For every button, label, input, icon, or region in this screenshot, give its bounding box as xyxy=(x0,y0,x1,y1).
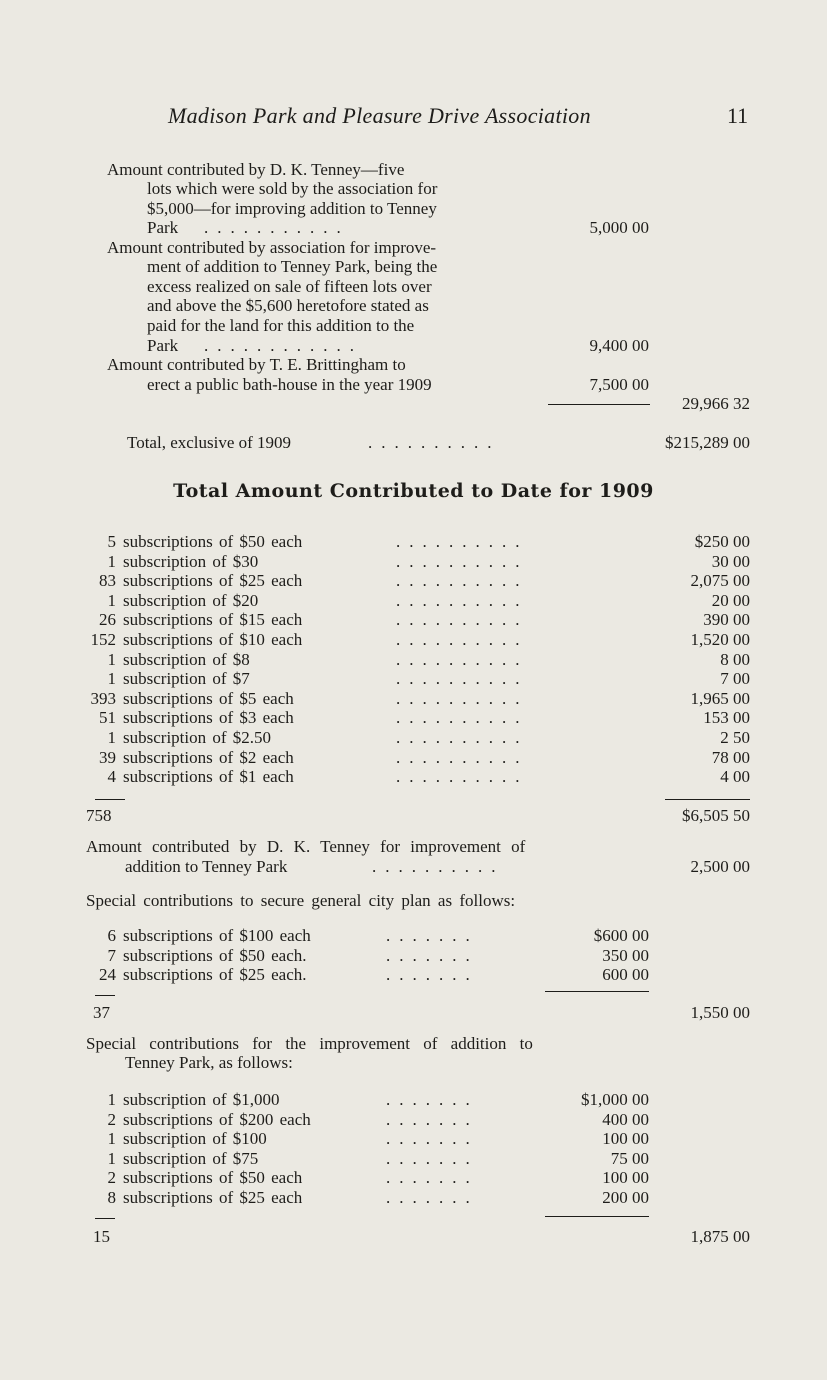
subscription-row-amount: 390 00 xyxy=(703,610,750,630)
subscription-row-count: 5 xyxy=(107,532,116,551)
contribution-1-line-4: Park xyxy=(147,218,179,237)
subscription-row-description: subscriptions of $1 each xyxy=(123,767,294,787)
park-improvement-row-amount: 400 00 xyxy=(602,1109,649,1129)
leader-dots: .......... xyxy=(396,630,529,649)
subscription-row-count: 393 xyxy=(90,688,116,708)
section-heading: Total Amount Contributed to Date for 1909 xyxy=(173,480,654,502)
subscription-row-count: 152 xyxy=(90,630,116,649)
subscription-row-amount: $250 00 xyxy=(694,532,750,551)
park-improvement-row-description: subscriptions of $50 each xyxy=(123,1168,303,1188)
page-number: 11 xyxy=(727,103,749,128)
subtotal-amount: 29,966 32 xyxy=(682,394,750,413)
city-plan-row-description: subscriptions of $25 each. xyxy=(123,965,307,984)
subscription-row-description: subscription of $20 xyxy=(123,590,259,610)
city-plan-row-description: subscriptions of $50 each. xyxy=(123,945,307,965)
contribution-1-line-2: lots which were sold by the association for xyxy=(147,179,438,198)
subtotal-rule xyxy=(548,404,650,405)
tenney-improvement-line-1: Amount contributed by D. K. Tenney for improvement of xyxy=(86,837,526,856)
leader-dots: ....... xyxy=(386,1090,479,1109)
leader-dots: ....... xyxy=(386,926,479,945)
subscription-row-amount: 4 00 xyxy=(720,767,750,787)
park-improvement-row-count: 1 xyxy=(107,1090,116,1109)
subscription-row-amount: 30 00 xyxy=(711,551,750,571)
tenney-improvement-line-2: addition to Tenney Park xyxy=(125,857,288,876)
total-exclusive-amount: $215,289 00 xyxy=(665,433,750,452)
contribution-1-line-3: $5,000—for improving addition to Tenney xyxy=(147,199,437,218)
leader-dots: .......... xyxy=(396,649,529,669)
city-plan-row-count: 7 xyxy=(107,945,116,965)
leader-dots: .......... xyxy=(396,669,529,689)
leader-dots: .......... xyxy=(396,767,529,787)
park-improvement-row-description: subscription of $1,000 xyxy=(123,1090,280,1109)
park-improvement-total-count: 15 xyxy=(93,1227,110,1246)
subscription-row-amount: 20 00 xyxy=(711,590,750,610)
subscription-row-description: subscription of $7 xyxy=(123,669,250,689)
contribution-3-amount: 7,500 00 xyxy=(589,375,649,394)
subscription-row-description: subscriptions of $2 each xyxy=(123,747,294,767)
leader-dots: ........... xyxy=(204,218,350,237)
contribution-2-line-3: excess realized on sale of fifteen lots over xyxy=(147,277,432,296)
amount-rule xyxy=(665,799,750,800)
park-improvement-row-count: 1 xyxy=(107,1129,116,1149)
contribution-2-amount: 9,400 00 xyxy=(589,336,649,355)
leader-dots: ....... xyxy=(386,1148,479,1168)
subscription-row-amount: 153 00 xyxy=(703,708,750,728)
city-plan-total-count: 37 xyxy=(93,1003,110,1022)
subscriptions-total-amount: $6,505 50 xyxy=(682,806,750,825)
city-plan-row-count: 24 xyxy=(99,965,116,984)
subscription-row-count: 1 xyxy=(107,551,116,571)
park-improvement-row-count: 2 xyxy=(107,1168,116,1188)
subscription-row-description: subscriptions of $15 each xyxy=(123,610,303,630)
subscription-row-count: 1 xyxy=(107,728,116,747)
city-plan-total-amount: 1,550 00 xyxy=(690,1003,750,1022)
contribution-2-line-5: paid for the land for this addition to the xyxy=(147,316,415,335)
contribution-3-line-1: Amount contributed by T. E. Brittingham to xyxy=(107,355,406,374)
contribution-1-line-1: Amount contributed by D. K. Tenney—five xyxy=(107,160,405,179)
leader-dots: .......... xyxy=(396,571,529,591)
leader-dots: .......... xyxy=(396,747,529,767)
leader-dots: ....... xyxy=(386,1129,479,1149)
leader-dots: ....... xyxy=(386,965,479,984)
subscription-row-description: subscriptions of $5 each xyxy=(123,688,294,708)
leader-dots: .......... xyxy=(396,532,529,551)
leader-dots: .......... xyxy=(396,688,529,708)
city-plan-intro: Special contributions to secure general city plan as follows: xyxy=(86,891,516,910)
park-improvement-intro-line-1: Special contributions for the improvement of addition to xyxy=(86,1034,533,1053)
subscriptions-total-count: 758 xyxy=(86,806,112,825)
subscription-row-count: 39 xyxy=(99,747,116,767)
leader-dots: ....... xyxy=(386,945,479,965)
amount-rule xyxy=(545,991,649,992)
leader-dots: .......... xyxy=(396,728,529,747)
city-plan-row-description: subscriptions of $100 each xyxy=(123,926,311,945)
park-improvement-row-description: subscriptions of $25 each xyxy=(123,1188,303,1207)
running-header-title: Madison Park and Pleasure Drive Association xyxy=(168,103,591,128)
subscription-row-count: 83 xyxy=(99,571,116,591)
leader-dots: ....... xyxy=(386,1188,479,1207)
subscription-row-description: subscriptions of $3 each xyxy=(123,708,294,728)
subscription-row-amount: 78 00 xyxy=(711,747,750,767)
park-improvement-row-count: 2 xyxy=(107,1109,116,1129)
subscription-row-description: subscriptions of $25 each xyxy=(123,571,303,591)
city-plan-row-amount: 350 00 xyxy=(602,945,649,965)
subscription-row-amount: 1,965 00 xyxy=(690,688,750,708)
leader-dots: ....... xyxy=(386,1109,479,1129)
count-rule xyxy=(95,995,115,996)
subscription-row-description: subscription of $8 xyxy=(123,649,250,669)
contribution-2-line-4: and above the $5,600 heretofore stated as xyxy=(147,296,429,315)
leader-dots: .......... xyxy=(396,590,529,610)
city-plan-row-amount: $600 00 xyxy=(593,926,649,945)
contribution-1-amount: 5,000 00 xyxy=(589,218,649,237)
subscription-row-description: subscription of $2.50 xyxy=(123,728,272,747)
subscription-row-count: 26 xyxy=(99,610,116,630)
leader-dots: ............ xyxy=(204,336,363,355)
count-rule xyxy=(95,799,125,800)
leader-dots: ....... xyxy=(386,1168,479,1188)
contribution-2-line-1: Amount contributed by association for improve- xyxy=(107,238,437,257)
leader-dots: .......... xyxy=(372,857,505,876)
contribution-3-line-2: erect a public bath-house in the year 1909 xyxy=(147,375,432,394)
contribution-2-line-6: Park xyxy=(147,336,179,355)
city-plan-row-amount: 600 00 xyxy=(602,965,649,984)
subscription-row-count: 1 xyxy=(107,590,116,610)
leader-dots: .......... xyxy=(396,708,529,728)
count-rule xyxy=(95,1218,115,1219)
subscription-row-amount: 2 50 xyxy=(720,728,750,747)
park-improvement-row-description: subscription of $75 xyxy=(123,1148,259,1168)
tenney-improvement-amount: 2,500 00 xyxy=(690,857,750,876)
park-improvement-row-amount: 100 00 xyxy=(602,1129,649,1149)
park-improvement-row-count: 8 xyxy=(107,1188,116,1207)
subscription-row-description: subscriptions of $50 each xyxy=(123,532,303,551)
leader-dots: .......... xyxy=(368,433,501,452)
park-improvement-row-count: 1 xyxy=(107,1148,116,1168)
park-improvement-intro-line-2: Tenney Park, as follows: xyxy=(125,1053,293,1072)
park-improvement-row-amount: $1,000 00 xyxy=(581,1090,649,1109)
subscription-row-amount: 2,075 00 xyxy=(690,571,750,591)
leader-dots: .......... xyxy=(396,610,529,630)
leader-dots: .......... xyxy=(396,551,529,571)
contribution-2-line-2: ment of addition to Tenney Park, being the xyxy=(147,257,438,276)
park-improvement-row-description: subscription of $100 xyxy=(123,1129,267,1149)
park-improvement-row-amount: 200 00 xyxy=(602,1188,649,1207)
subscription-row-count: 51 xyxy=(99,708,116,728)
subscription-row-amount: 8 00 xyxy=(720,649,750,669)
total-exclusive-label: Total, exclusive of 1909 xyxy=(127,433,292,452)
park-improvement-row-amount: 75 00 xyxy=(610,1148,649,1168)
subscription-row-count: 1 xyxy=(107,669,116,689)
subscription-row-count: 1 xyxy=(107,649,116,669)
subscription-row-amount: 1,520 00 xyxy=(690,630,750,649)
subscription-row-amount: 7 00 xyxy=(720,669,750,689)
park-improvement-row-amount: 100 00 xyxy=(602,1168,649,1188)
city-plan-row-count: 6 xyxy=(107,926,116,945)
park-improvement-total-amount: 1,875 00 xyxy=(690,1227,750,1246)
amount-rule xyxy=(545,1216,649,1217)
park-improvement-row-description: subscriptions of $200 each xyxy=(123,1109,311,1129)
subscription-row-count: 4 xyxy=(107,767,116,787)
subscription-row-description: subscription of $30 xyxy=(123,551,259,571)
subscription-row-description: subscriptions of $10 each xyxy=(123,630,303,649)
